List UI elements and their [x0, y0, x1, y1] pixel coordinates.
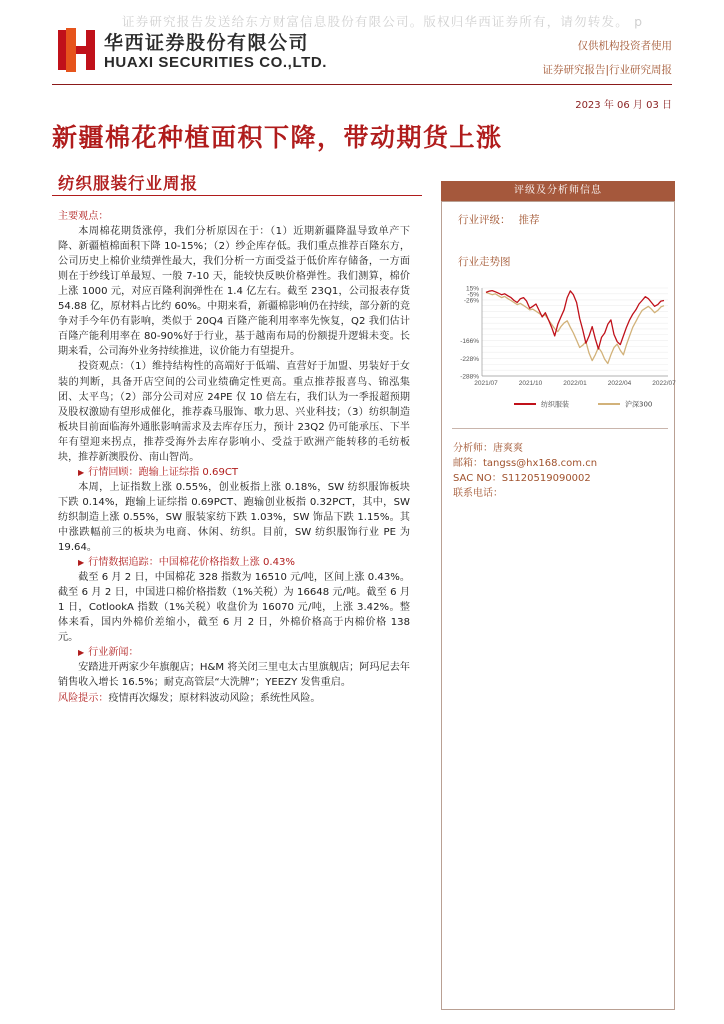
chart-y-tick-label: 15%	[465, 285, 479, 293]
chart-y-tick-label: -166%	[460, 338, 479, 346]
chart-y-tick-label: -228%	[460, 356, 479, 364]
paragraph-market-review: 本周，上证指数上涨 0.55%，创业板指上涨 0.18%，SW 纺织服饰板块下跌 0.14%，跑输上证综指 0.69PCT、跑输创业板指 0.32PCT，其中，SW 纺织制造上涨 0.55%，SW 服装家纺下跌 1.03%，SW 饰品下跌 1.15%。其中涨跌幅前三的板块为电商、休闲、纺织。目前，SW 纺织服饰行业 PE 为 19.64。	[58, 481, 410, 554]
sidebar-heading: 评级及分析师信息	[441, 181, 675, 201]
subtitle-divider	[52, 195, 422, 196]
section-heading: 行业新闻：	[88, 647, 139, 659]
chart-legend-label: 沪深300	[625, 400, 653, 409]
rating-value: 推荐	[518, 214, 540, 226]
sidebar-divider	[452, 428, 668, 429]
risk-text: 疫情再次爆发；原材料波动风险；系统性风险。	[108, 692, 321, 704]
risk-label: 风险提示：	[58, 692, 109, 704]
paragraph-investment-view: 投资观点：（1）维持结构性的高端好于低端、直营好于加盟、男装好于女装的判断，具备开店空间的公司业绩确定性更高。重点推荐报喜鸟、锦泓集团、太平鸟；（2）部分公司对应 24PE 仅 10 倍左右，我们认为一季报超预期及股权激励有望形成催化，推荐森马服饰、歌力思、兴业科技；（3）纺织制造板块目前面临海外通胀影响需求及去库存压力，预计 23Q2 仍可能承压、下半年有望迎来拐点，推荐受海外去库存影响小、受益于欧洲产能转移的毛纺板块，推荐新澳股份、南山智尚。	[58, 361, 410, 463]
section-market-review	[58, 465, 410, 480]
section-subtitle: 纺织服装行业周报	[58, 174, 198, 193]
chart-x-tick-label: 2022/04	[607, 380, 632, 387]
chart-legend-label: 纺织服装	[541, 400, 569, 409]
header-divider	[52, 84, 672, 85]
watermark: 证券研究报告发送给东方财富信息股份有限公司。版权归华西证券所有，请勿转发。 p	[122, 14, 644, 29]
triangle-bullet-icon: ▶	[78, 558, 85, 568]
triangle-bullet-icon: ▶	[78, 467, 85, 477]
chart-series-line	[486, 292, 664, 363]
rating-label: 行业评级：	[458, 214, 511, 226]
report-date: 2023 年 06 月 03 日	[575, 100, 672, 111]
section-industry-news	[58, 645, 410, 660]
report-body	[58, 209, 410, 706]
trend-chart-label: 行业走势图	[458, 256, 511, 268]
chart-y-tick-label: -5%	[467, 291, 479, 299]
industry-rating	[458, 212, 540, 227]
analyst-email[interactable]: 邮箱：tangss@hx168.com.cn	[453, 458, 598, 469]
section-data-tracking	[58, 555, 410, 570]
chart-x-tick-label: 2022/07	[652, 380, 676, 387]
analyst-phone: 联系电话：	[453, 488, 503, 499]
chart-y-tick-label: -288%	[460, 373, 479, 381]
audience-note: 仅供机构投资者使用	[577, 40, 672, 52]
section-heading: 行情回顾：跑输上证综指 0.69CT	[88, 466, 239, 478]
analyst-sac: SAC NO：S1120519090002	[453, 473, 591, 484]
paragraph-industry-news: 安踏进开两家少年旗舰店；H&M 将关闭三里屯太古里旗舰店；阿玛尼去年销售收入增长 16.5%；耐克高管层“大洗牌”；YEEZY 发售重启。	[58, 662, 410, 689]
company-name-cn: 华西证券股份有限公司	[104, 32, 310, 54]
industry-trend-chart	[452, 280, 676, 418]
paragraph-data-tracking: 截至 6 月 2 日，中国棉花 328 指数为 16510 元/吨，区间上涨 0.43%。截至 6 月 2 日，中国进口棉价格指数（1%关税）为 16648 元/吨。截至 6 月 1 日，CotlookA 指数（1%关税）收盘价为 16070 元/吨，上涨 3.42%。整体来看，国内外棉价差缩小，截至 6 月 2 日，外棉价格高于内棉价格 138 元。	[58, 572, 410, 644]
analyst-name: 分析师：唐爽爽	[453, 443, 523, 454]
chart-y-tick-label: -26%	[463, 297, 479, 305]
company-name-en: HUAXI SECURITIES CO.,LTD.	[104, 54, 328, 71]
huaxi-logo-icon	[58, 28, 96, 72]
key-points-label: 主要观点：	[58, 211, 109, 222]
report-category: 证券研究报告|行业研究周报	[542, 64, 672, 76]
chart-x-tick-label: 2021/10	[518, 380, 543, 387]
triangle-bullet-icon: ▶	[78, 648, 85, 658]
chart-x-tick-label: 2022/01	[563, 380, 587, 387]
chart-x-tick-label: 2021/07	[474, 380, 498, 387]
page-title: 新疆棉花种植面积下降，带动期货上涨	[52, 123, 503, 152]
section-heading: 行情数据追踪：中国棉花价格指数上涨 0.43%	[88, 557, 296, 569]
risk-warning	[58, 691, 410, 706]
paragraph-overview: 本周棉花期货涨停，我们分析原因在于：（1）近期新疆降温导致单产下降、新疆植棉面积下降 10-15%；（2）纱企库存低。我们重点推荐百隆东方，公司历史上棉价业绩弹性最大，我们分析一方面受益于低价库存储备，一方面则在于纱线订单最短、一般 7-10 天，能较快反映价格弹性。我们测算，棉价上涨 1000 元，对应百隆利润弹性在 1.4 亿左右。截至 23Q1，公司报表存货 54.88 亿，原材料占比约 60%。中期来看，新疆棉影响仍在持续，部分新的竞争对手今年仍有影响，类似于 20Q4 百隆产能利用率率先恢复，Q2 我们估计百隆产能利用率在 80-90%好于行业，基于越南布局的份额提升逻辑未变。长期来看，公司海外业务持续推进，议价能力有望提升。	[58, 226, 410, 358]
